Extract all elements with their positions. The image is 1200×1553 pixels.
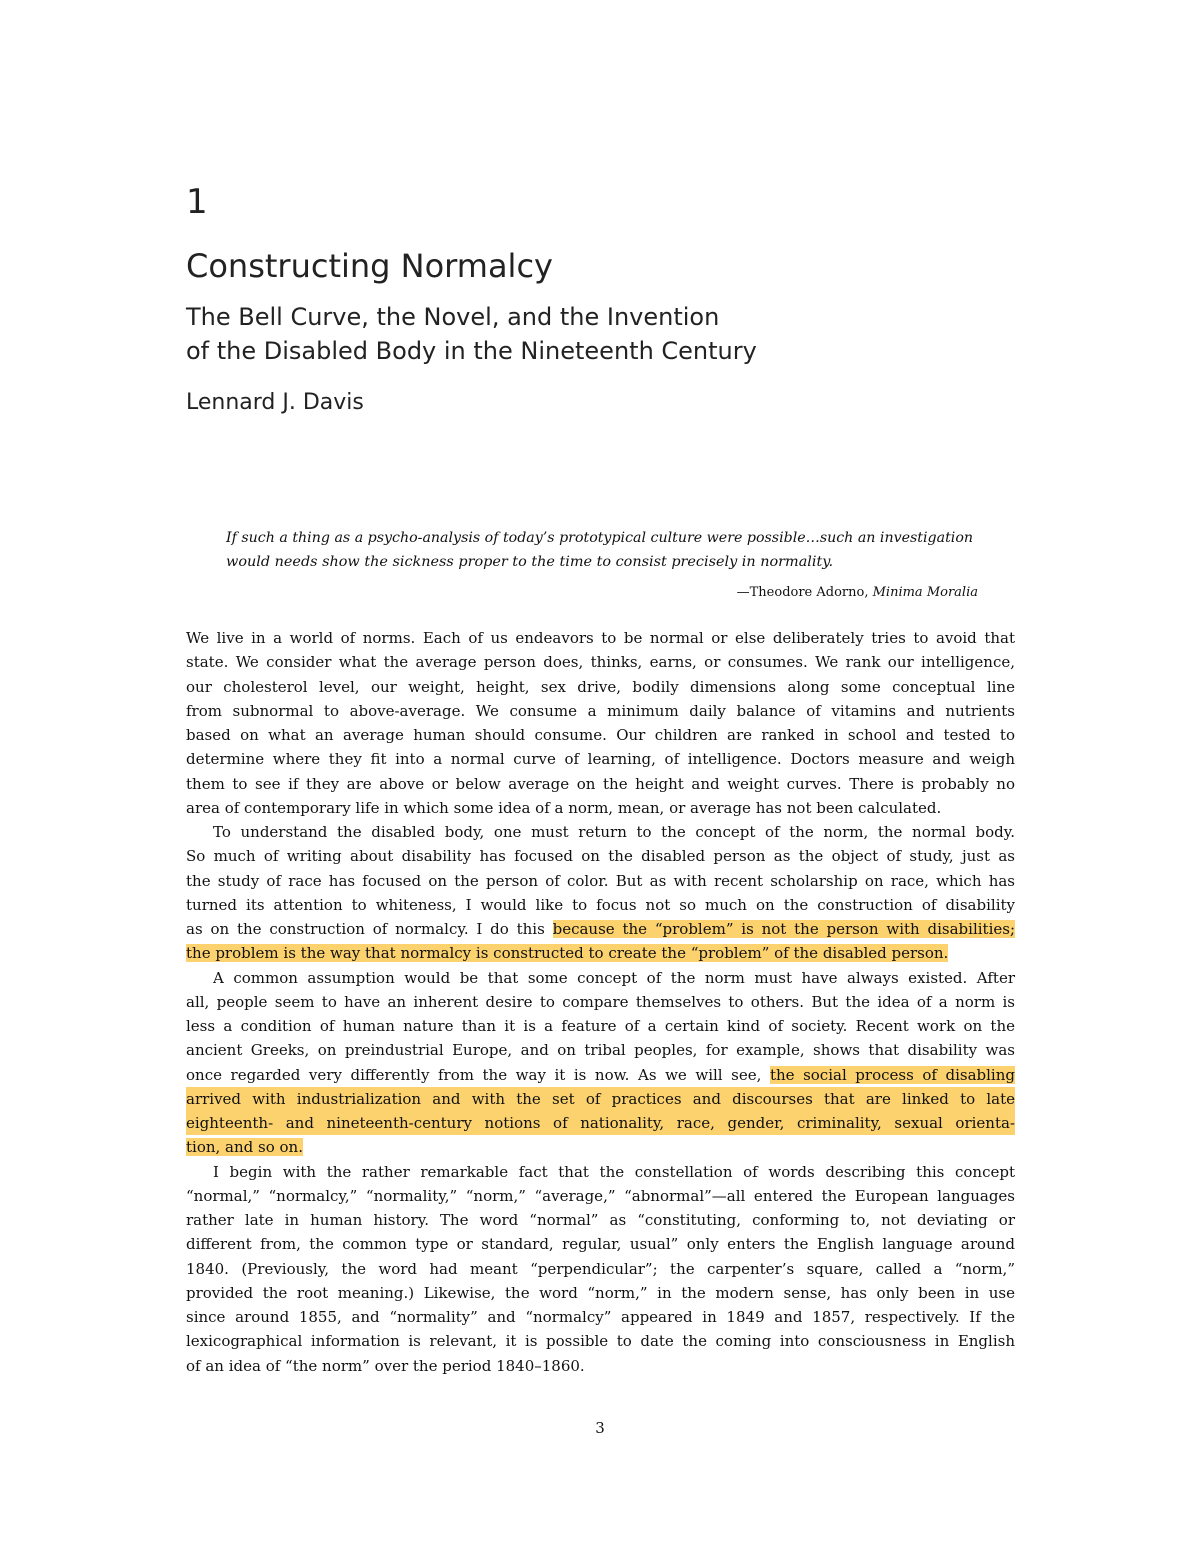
text-line: ancient Greeks, on preindustrial Europe, and on tribal peoples, for example, shows that disability was bbox=[186, 1041, 1015, 1060]
text-line: “normal,” “normalcy,” “normality,” “norm,” “average,” “abnormal”—all entered the European languages bbox=[186, 1186, 1015, 1205]
text-line: less a condition of human nature than it is a feature of a certain kind of society. Recent work on the bbox=[186, 1017, 1015, 1035]
text-segment: once regarded very differently from the way it is now. As we will see, bbox=[186, 1065, 770, 1084]
chapter-title: Constructing Normalcy bbox=[186, 247, 553, 285]
highlighted-text: the problem is the way that normalcy is constructed to create the “problem” of the disabled person. bbox=[186, 944, 949, 963]
text-line: provided the root meaning.) Likewise, the word “norm,” in the modern sense, has only been in use bbox=[186, 1283, 1015, 1302]
highlighted-text: the social process of disabling bbox=[769, 1065, 1015, 1084]
text-line: all, people seem to have an inherent desire to compare themselves to others. But the idea of a norm is bbox=[186, 992, 1015, 1011]
epigraph-line: If such a thing as a psycho-analysis of today’s prototypical culture were possible…such an investigation bbox=[226, 530, 973, 546]
highlighted-line: arrived with industrialization and with the set of practices and discourses that are linked to late bbox=[186, 1087, 1015, 1111]
text-line: state. We consider what the average person does, thinks, earns, or consumes. We rank our intelligence, bbox=[186, 653, 1015, 672]
highlighted-text: because the “problem” is not the person with disabilities; bbox=[552, 920, 1015, 938]
epigraph-line: would needs show the sickness proper to the time to consist precisely in normality. bbox=[226, 554, 834, 570]
body-text bbox=[186, 626, 1015, 1378]
text-segment: as on the construction of normalcy. I do this bbox=[186, 920, 553, 938]
text-line bbox=[186, 941, 1015, 965]
highlighted-line: eighteenth- and nineteenth-century notions of nationality, race, gender, criminality, sexual orienta- bbox=[186, 1111, 1015, 1135]
text-line: from subnormal to above-average. We consume a minimum daily balance of vitamins and nutrients bbox=[186, 701, 1015, 720]
text-line: I begin with the rather remarkable fact that the constellation of words describing this concept bbox=[213, 1162, 1015, 1181]
chapter-number: 1 bbox=[186, 182, 208, 222]
highlighted-text: tion, and so on. bbox=[186, 1138, 303, 1157]
text-line: the study of race has focused on the person of color. But as with recent scholarship on race, which has bbox=[186, 871, 1015, 890]
attribution-author: —Theodore Adorno, bbox=[736, 585, 869, 600]
text-line: 1840. (Previously, the word had meant “perpendicular”; the carpenter’s square, called a “norm,” bbox=[186, 1259, 1015, 1278]
epigraph-attribution bbox=[737, 582, 978, 604]
attribution-work: Minima Moralia bbox=[872, 585, 978, 600]
text-line bbox=[186, 1135, 1015, 1159]
epigraph bbox=[226, 526, 978, 574]
text-line: our cholesterol level, our weight, height, sex drive, bodily dimensions along some conceptual line bbox=[186, 677, 1015, 696]
text-line: different from, the common type or standard, regular, usual” only enters the English language around bbox=[186, 1235, 1015, 1254]
text-line: determine where they fit into a normal curve of learning, of intelligence. Doctors measure and weigh bbox=[186, 750, 1015, 769]
text-line: rather late in human history. The word “normal” as “constituting, conforming to, not deviating or bbox=[186, 1211, 1015, 1229]
text-line: A common assumption would be that some concept of the norm must have always existed. After bbox=[213, 968, 1015, 987]
author-name: Lennard J. Davis bbox=[186, 390, 364, 415]
text-line bbox=[186, 1063, 1015, 1087]
text-line: area of contemporary life in which some idea of a norm, mean, or average has not been calculated. bbox=[186, 798, 942, 817]
text-line: turned its attention to whiteness, I would like to focus not so much on the construction of disability bbox=[186, 895, 1015, 914]
text-line: based on what an average human should consume. Our children are ranked in school and tested to bbox=[186, 726, 1015, 744]
text-line: We live in a world of norms. Each of us endeavors to be normal or else deliberately tries to avoid that bbox=[186, 629, 1015, 647]
page-number: 3 bbox=[595, 1419, 605, 1437]
text-line: To understand the disabled body, one must return to the concept of the norm, the normal body. bbox=[213, 823, 1015, 841]
subtitle-line: The Bell Curve, the Novel, and the Invention bbox=[186, 303, 720, 331]
text-line: since around 1855, and “normality” and “normalcy” appeared in 1849 and 1857, respectively. If the bbox=[186, 1308, 1015, 1326]
chapter-subtitle bbox=[186, 300, 886, 368]
text-line bbox=[186, 917, 1015, 941]
subtitle-line: of the Disabled Body in the Nineteenth Century bbox=[186, 337, 757, 365]
text-line: them to see if they are above or below average on the height and weight curves. There is probably no bbox=[186, 774, 1015, 793]
text-line: So much of writing about disability has focused on the disabled person as the object of study, just as bbox=[186, 847, 1015, 866]
text-line: lexicographical information is relevant, it is possible to date the coming into consciousness in English bbox=[186, 1332, 1015, 1351]
text-line: of an idea of “the norm” over the period 1840–1860. bbox=[186, 1356, 585, 1375]
